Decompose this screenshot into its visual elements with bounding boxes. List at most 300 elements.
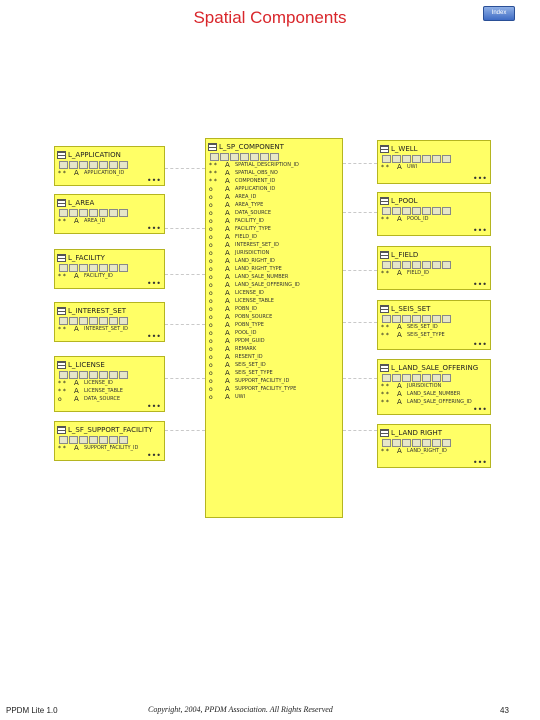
attribute-icon: A (225, 361, 230, 369)
entity-toolbar (59, 264, 164, 271)
column-name: LAND_RIGHT_ID (407, 448, 447, 454)
column-row (206, 177, 342, 185)
key-icon: o (209, 209, 213, 217)
toolbar-button-icon[interactable] (99, 161, 108, 169)
toolbar-button-icon[interactable] (99, 436, 108, 444)
column-row (206, 201, 342, 209)
entity-header (378, 195, 490, 206)
toolbar-button-icon[interactable] (59, 317, 68, 325)
toolbar-button-icon[interactable] (412, 315, 421, 323)
relationship-line (165, 378, 205, 379)
table-icon (380, 197, 389, 205)
key-icon: o (209, 257, 213, 265)
key-icon: o (209, 353, 213, 361)
entity-header (378, 303, 490, 314)
toolbar-button-icon[interactable] (59, 209, 68, 217)
toolbar-button-icon[interactable] (442, 207, 451, 215)
more-icon[interactable]: ••• (146, 402, 161, 411)
key-icon: * * (58, 387, 66, 395)
entity-area[interactable] (54, 194, 165, 234)
key-icon: * * (58, 169, 66, 177)
toolbar-button-icon[interactable] (119, 371, 128, 379)
key-icon: * * (381, 331, 389, 339)
relationship-line (343, 270, 377, 271)
entity-pool[interactable] (377, 192, 491, 236)
relationship-line (343, 322, 377, 323)
column-name: UWI (407, 164, 418, 170)
toolbar-button-icon[interactable] (382, 439, 391, 447)
toolbar-button-icon[interactable] (79, 209, 88, 217)
key-icon: o (209, 249, 213, 257)
key-icon: o (209, 297, 213, 305)
toolbar-button-icon[interactable] (442, 439, 451, 447)
attribute-icon: A (397, 215, 402, 223)
more-icon[interactable]: ••• (472, 405, 487, 414)
toolbar-button-icon[interactable] (99, 209, 108, 217)
entity-land-right[interactable] (377, 424, 491, 468)
table-icon (57, 426, 66, 434)
column-row (206, 193, 342, 201)
column-name: SUPPORT_FACILITY_ID (84, 445, 139, 451)
toolbar-button-icon[interactable] (432, 155, 441, 163)
column-row (378, 382, 490, 390)
toolbar-button-icon[interactable] (432, 439, 441, 447)
toolbar-button-icon[interactable] (59, 371, 68, 379)
toolbar-button-icon[interactable] (119, 161, 128, 169)
entity-header (378, 362, 490, 373)
toolbar-button-icon[interactable] (89, 317, 98, 325)
toolbar-button-icon[interactable] (442, 315, 451, 323)
toolbar-button-icon[interactable] (392, 315, 401, 323)
attribute-icon: A (225, 225, 230, 233)
column-row (378, 390, 490, 398)
er-diagram (48, 128, 496, 518)
column-row (378, 163, 490, 171)
key-icon: o (209, 201, 213, 209)
key-icon: * * (209, 177, 217, 185)
entity-header (378, 427, 490, 438)
toolbar-button-icon[interactable] (402, 374, 411, 382)
column-row (206, 257, 342, 265)
column-name: DATA_SOURCE (235, 210, 272, 216)
column-name: SEIS_SET_ID (235, 362, 266, 368)
column-name: LAND_SALE_NUMBER (235, 274, 289, 280)
toolbar-button-icon[interactable] (382, 155, 391, 163)
toolbar-button-icon[interactable] (79, 436, 88, 444)
attribute-icon: A (225, 257, 230, 265)
toolbar-button-icon[interactable] (382, 315, 391, 323)
toolbar-button-icon[interactable] (210, 153, 219, 161)
toolbar-button-icon[interactable] (69, 371, 78, 379)
table-icon (380, 429, 389, 437)
column-row (206, 305, 342, 313)
column-name: JURISDICTION (235, 250, 270, 256)
entity-header (55, 424, 164, 435)
column-row (206, 185, 342, 193)
column-row (206, 241, 342, 249)
column-name: APPLICATION_ID (84, 170, 125, 176)
column-row (206, 337, 342, 345)
column-name: LAND_SALE_OFFERING_ID (407, 399, 472, 405)
column-name: LAND_SALE_NUMBER (407, 391, 461, 397)
toolbar-button-icon[interactable] (442, 261, 451, 269)
toolbar-button-icon[interactable] (69, 436, 78, 444)
toolbar-button-icon[interactable] (432, 207, 441, 215)
toolbar-button-icon[interactable] (89, 264, 98, 272)
toolbar-button-icon[interactable] (99, 371, 108, 379)
toolbar-button-icon[interactable] (99, 264, 108, 272)
entity-license[interactable] (54, 356, 165, 412)
column-row (206, 281, 342, 289)
column-name: AREA_ID (84, 218, 106, 224)
toolbar-button-icon[interactable] (392, 261, 401, 269)
attribute-icon: A (225, 345, 230, 353)
entity-sp-component[interactable] (205, 138, 343, 518)
table-icon (57, 199, 66, 207)
toolbar-button-icon[interactable] (382, 374, 391, 382)
key-icon: * * (209, 169, 217, 177)
toolbar-button-icon[interactable] (69, 317, 78, 325)
more-icon[interactable]: ••• (472, 280, 487, 289)
column-name: SEIS_SET_TYPE (407, 332, 445, 338)
column-row (378, 447, 490, 455)
column-name: POOL_ID (407, 216, 429, 222)
attribute-icon: A (225, 377, 230, 385)
entity-toolbar (382, 439, 490, 446)
key-icon: * * (58, 379, 66, 387)
toolbar-button-icon[interactable] (402, 315, 411, 323)
column-row (206, 361, 342, 369)
attribute-icon: A (225, 233, 230, 241)
toolbar-button-icon[interactable] (109, 264, 118, 272)
column-name: SEIS_SET_ID (407, 324, 438, 330)
entity-toolbar (59, 209, 164, 216)
more-icon[interactable]: ••• (472, 226, 487, 235)
entity-header (55, 252, 164, 263)
entity-seis-set[interactable] (377, 300, 491, 350)
key-icon: * * (381, 215, 389, 223)
column-row (206, 297, 342, 305)
column-name: POBN_ID (235, 306, 257, 312)
toolbar-button-icon[interactable] (422, 155, 431, 163)
toolbar-button-icon[interactable] (422, 374, 431, 382)
attribute-icon: A (74, 217, 79, 225)
column-name: UWI (235, 394, 246, 400)
more-icon[interactable]: ••• (472, 174, 487, 183)
column-name: FACILITY_ID (84, 273, 113, 279)
entity-name: L_INTEREST_SET (68, 306, 127, 315)
attribute-icon: A (74, 272, 79, 280)
entity-header (378, 143, 490, 154)
key-icon: o (209, 345, 213, 353)
toolbar-button-icon[interactable] (119, 209, 128, 217)
entity-name: L_LICENSE (68, 360, 105, 369)
toolbar-button-icon[interactable] (422, 207, 431, 215)
relationship-line (165, 274, 205, 275)
column-name: LAND_SALE_OFFERING_ID (235, 282, 300, 288)
entity-name: L_LAND RIGHT (391, 428, 442, 437)
entity-name: L_FIELD (391, 250, 419, 259)
toolbar-button-icon[interactable] (392, 374, 401, 382)
key-icon: * * (381, 163, 389, 171)
toolbar-button-icon[interactable] (402, 261, 411, 269)
more-icon[interactable]: ••• (146, 451, 161, 460)
toolbar-button-icon[interactable] (119, 436, 128, 444)
more-icon[interactable]: ••• (146, 224, 161, 233)
attribute-icon: A (225, 385, 230, 393)
toolbar-button-icon[interactable] (412, 155, 421, 163)
attribute-icon: A (397, 398, 402, 406)
column-row (206, 169, 342, 177)
attribute-icon: A (397, 331, 402, 339)
toolbar-button-icon[interactable] (270, 153, 279, 161)
toolbar-button-icon[interactable] (69, 264, 78, 272)
column-row (206, 273, 342, 281)
toolbar-button-icon[interactable] (89, 436, 98, 444)
toolbar-button-icon[interactable] (89, 209, 98, 217)
toolbar-button-icon[interactable] (119, 264, 128, 272)
key-icon: * * (58, 444, 66, 452)
relationship-line (343, 430, 377, 431)
toolbar-button-icon[interactable] (220, 153, 229, 161)
column-name: FACILITY_ID (235, 218, 264, 224)
entity-header (55, 149, 164, 160)
column-name: POBN_TYPE (235, 322, 264, 328)
key-icon: o (58, 395, 62, 403)
entity-name: L_APPLICATION (68, 150, 121, 159)
entity-header (55, 197, 164, 208)
entity-toolbar (382, 207, 490, 214)
entity-header (378, 249, 490, 260)
toolbar-button-icon[interactable] (432, 374, 441, 382)
key-icon: o (209, 193, 213, 201)
toolbar-button-icon[interactable] (79, 161, 88, 169)
toolbar-button-icon[interactable] (392, 155, 401, 163)
toolbar-button-icon[interactable] (69, 209, 78, 217)
key-icon: o (209, 385, 213, 393)
toolbar-button-icon[interactable] (402, 439, 411, 447)
entity-toolbar (382, 374, 490, 381)
toolbar-button-icon[interactable] (59, 436, 68, 444)
column-row (206, 313, 342, 321)
table-icon (380, 305, 389, 313)
column-name: APPLICATION_ID (235, 186, 276, 192)
column-name: RESENT_ID (235, 354, 263, 360)
entity-interest-set[interactable] (54, 302, 165, 342)
attribute-icon: A (74, 379, 79, 387)
column-name: SUPPORT_FACILITY_TYPE (235, 386, 297, 392)
key-icon: o (209, 233, 213, 241)
key-icon: o (209, 337, 213, 345)
key-icon: * * (381, 447, 389, 455)
toolbar-button-icon[interactable] (240, 153, 249, 161)
toolbar-button-icon[interactable] (412, 207, 421, 215)
column-name: SEIS_SET_TYPE (235, 370, 273, 376)
key-icon: o (209, 377, 213, 385)
column-row (206, 369, 342, 377)
column-row (206, 233, 342, 241)
entity-sf-support-facility[interactable] (54, 421, 165, 461)
column-name: DATA_SOURCE (84, 396, 121, 402)
toolbar-button-icon[interactable] (119, 317, 128, 325)
attribute-icon: A (225, 337, 230, 345)
attribute-icon: A (225, 313, 230, 321)
column-name: COMPONENT_ID (235, 178, 276, 184)
toolbar-button-icon[interactable] (109, 161, 118, 169)
column-name: POBN_SOURCE (235, 314, 273, 320)
entity-toolbar (382, 261, 490, 268)
toolbar-button-icon[interactable] (109, 317, 118, 325)
column-row (378, 323, 490, 331)
toolbar-button-icon[interactable] (89, 371, 98, 379)
key-icon: o (209, 217, 213, 225)
relationship-line (343, 212, 377, 213)
toolbar-button-icon[interactable] (250, 153, 259, 161)
toolbar-button-icon[interactable] (382, 207, 391, 215)
entity-name: L_SEIS_SET (391, 304, 431, 313)
attribute-icon: A (74, 387, 79, 395)
entity-header (55, 359, 164, 370)
entity-well[interactable] (377, 140, 491, 184)
toolbar-button-icon[interactable] (422, 315, 431, 323)
entity-toolbar (210, 153, 342, 160)
key-icon: * * (381, 269, 389, 277)
entity-toolbar (59, 161, 164, 168)
toolbar-button-icon[interactable] (109, 371, 118, 379)
relationship-line (165, 430, 205, 431)
key-icon: o (209, 273, 213, 281)
toolbar-button-icon[interactable] (442, 374, 451, 382)
toolbar-button-icon[interactable] (442, 155, 451, 163)
toolbar-button-icon[interactable] (402, 155, 411, 163)
toolbar-button-icon[interactable] (69, 161, 78, 169)
toolbar-button-icon[interactable] (402, 207, 411, 215)
more-icon[interactable]: ••• (146, 279, 161, 288)
toolbar-button-icon[interactable] (412, 374, 421, 382)
key-icon: o (209, 289, 213, 297)
toolbar-button-icon[interactable] (89, 161, 98, 169)
key-icon: * * (381, 390, 389, 398)
column-name: PPDM_GUID (235, 338, 265, 344)
attribute-icon: A (225, 281, 230, 289)
key-icon: o (209, 313, 213, 321)
column-name: FIELD_ID (407, 270, 429, 276)
key-icon: * * (209, 161, 217, 169)
entity-name: L_SP_COMPONENT (219, 142, 284, 151)
column-row (206, 377, 342, 385)
entity-toolbar (382, 315, 490, 322)
toolbar-button-icon[interactable] (99, 317, 108, 325)
attribute-icon: A (225, 305, 230, 313)
entity-facility[interactable] (54, 249, 165, 289)
column-row (55, 387, 164, 395)
toolbar-button-icon[interactable] (260, 153, 269, 161)
more-icon[interactable]: ••• (472, 340, 487, 349)
column-name: SPATIAL_OBS_NO (235, 170, 278, 176)
toolbar-button-icon[interactable] (230, 153, 239, 161)
entity-name: L_POOL (391, 196, 418, 205)
attribute-icon: A (225, 265, 230, 273)
key-icon: o (209, 185, 213, 193)
toolbar-button-icon[interactable] (382, 261, 391, 269)
attribute-icon: A (397, 382, 402, 390)
column-row (206, 321, 342, 329)
toolbar-button-icon[interactable] (59, 264, 68, 272)
toolbar-button-icon[interactable] (392, 439, 401, 447)
toolbar-button-icon[interactable] (109, 209, 118, 217)
column-name: JURISDICTION (407, 383, 442, 389)
column-row (378, 269, 490, 277)
toolbar-button-icon[interactable] (422, 439, 431, 447)
page-number: 43 (500, 706, 509, 715)
attribute-icon: A (397, 269, 402, 277)
attribute-icon: A (225, 169, 230, 177)
toolbar-button-icon[interactable] (412, 439, 421, 447)
column-row (206, 161, 342, 169)
entity-name: L_SF_SUPPORT_FACILITY (68, 425, 153, 434)
index-button[interactable]: Index (483, 6, 515, 21)
more-icon[interactable]: ••• (146, 176, 161, 185)
toolbar-button-icon[interactable] (422, 261, 431, 269)
entity-field[interactable] (377, 246, 491, 290)
key-icon: o (209, 225, 213, 233)
attribute-icon: A (225, 177, 230, 185)
toolbar-button-icon[interactable] (79, 264, 88, 272)
toolbar-button-icon[interactable] (432, 261, 441, 269)
toolbar-button-icon[interactable] (392, 207, 401, 215)
key-icon: * * (381, 323, 389, 331)
entity-application[interactable] (54, 146, 165, 186)
table-icon (57, 151, 66, 159)
toolbar-button-icon[interactable] (79, 371, 88, 379)
attribute-icon: A (225, 217, 230, 225)
entity-header (206, 141, 342, 152)
more-icon[interactable]: ••• (146, 332, 161, 341)
attribute-icon: A (225, 297, 230, 305)
toolbar-button-icon[interactable] (59, 161, 68, 169)
toolbar-button-icon[interactable] (109, 436, 118, 444)
column-name: INTEREST_SET_ID (235, 242, 280, 248)
key-icon: * * (58, 217, 66, 225)
column-row (55, 379, 164, 387)
column-name: LICENSE_TABLE (235, 298, 274, 304)
toolbar-button-icon[interactable] (432, 315, 441, 323)
table-icon (57, 254, 66, 262)
attribute-icon: A (225, 249, 230, 257)
column-name: SUPPORT_FACILITY_ID (235, 378, 290, 384)
table-icon (380, 251, 389, 259)
key-icon: o (209, 361, 213, 369)
attribute-icon: A (225, 201, 230, 209)
entity-toolbar (59, 317, 164, 324)
column-row (206, 265, 342, 273)
column-row (206, 385, 342, 393)
key-icon: o (209, 321, 213, 329)
column-name: LAND_RIGHT_ID (235, 258, 275, 264)
footer-product: PPDM Lite 1.0 (6, 706, 58, 715)
more-icon[interactable]: ••• (472, 458, 487, 467)
toolbar-button-icon[interactable] (79, 317, 88, 325)
key-icon: * * (58, 272, 66, 280)
column-name: REMARK (235, 346, 257, 352)
entity-land-sale-offering[interactable] (377, 359, 491, 415)
column-row (206, 345, 342, 353)
toolbar-button-icon[interactable] (412, 261, 421, 269)
attribute-icon: A (225, 193, 230, 201)
attribute-icon: A (74, 169, 79, 177)
attribute-icon: A (397, 390, 402, 398)
attribute-icon: A (225, 353, 230, 361)
